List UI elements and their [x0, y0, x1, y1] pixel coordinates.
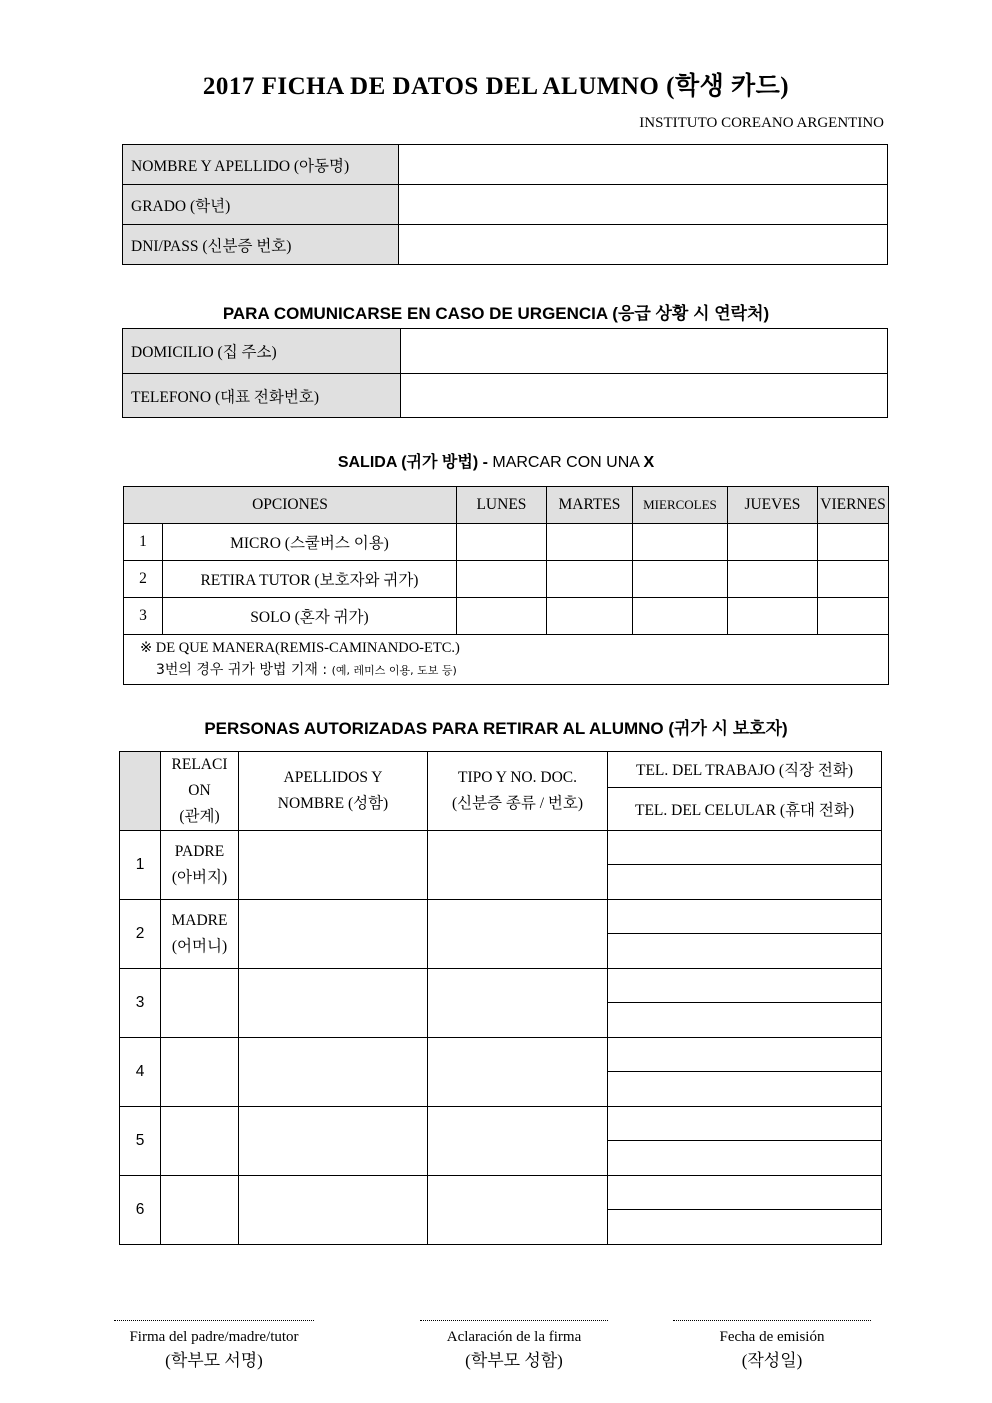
authorized-heading — [0, 714, 992, 739]
exit-heading-normal: MARCAR CON UNA — [492, 454, 644, 471]
exit-cell[interactable] — [456, 524, 546, 561]
relation-header-line: ON — [188, 782, 211, 799]
signature-line[interactable] — [114, 1320, 314, 1321]
dni-label: DNI/PASS (신분증 번호) — [123, 225, 399, 265]
exit-note-small: (예, 레미스 이용, 도보 등) — [331, 664, 457, 677]
relation-text: (어머니) — [171, 938, 228, 955]
auth-name-cell[interactable] — [239, 969, 428, 1038]
exit-cell[interactable] — [817, 598, 888, 635]
signature-line[interactable] — [420, 1320, 608, 1321]
relation-text: PADRE — [174, 843, 225, 860]
exit-cell[interactable] — [727, 598, 817, 635]
day-header: VIERNES — [817, 487, 888, 524]
emergency-table — [122, 328, 888, 418]
day-header: LUNES — [456, 487, 546, 524]
exit-row — [124, 524, 889, 561]
exit-row-label: MICRO (스쿨버스 이용) — [163, 524, 457, 561]
auth-cell-tel-cell[interactable] — [608, 865, 882, 900]
authorized-heading-bold: PERSONAS AUTORIZADAS PARA RETIRAR AL ALUMNO — [204, 719, 664, 738]
auth-work-tel-cell[interactable] — [608, 1107, 882, 1141]
exit-note-line2: 3번의 경우 귀가 방법 기재 : — [156, 662, 332, 678]
authorized-heading-ko: (귀가 시 보호자) — [663, 719, 788, 738]
relation-text: MADRE — [171, 912, 228, 929]
relation-text: (아버지) — [171, 869, 228, 886]
auth-row-num: 6 — [120, 1176, 161, 1245]
grade-field[interactable] — [399, 185, 888, 225]
exit-cell[interactable] — [546, 524, 632, 561]
auth-row-relation[interactable] — [161, 1107, 239, 1176]
auth-cell-tel-cell[interactable] — [608, 1141, 882, 1176]
day-header: MIERCOLES — [632, 487, 727, 524]
auth-cell-tel-cell[interactable] — [608, 934, 882, 969]
exit-heading-bold: SALIDA (귀가 방법) - — [337, 454, 493, 471]
name-header-line: NOMBRE (성함) — [277, 795, 389, 812]
signature-label: Aclaración de la firma — [446, 1329, 582, 1345]
auth-row-relation — [161, 900, 239, 969]
auth-row-relation[interactable] — [161, 969, 239, 1038]
exit-cell[interactable] — [727, 561, 817, 598]
auth-row-relation — [161, 831, 239, 900]
auth-name-cell[interactable] — [239, 831, 428, 900]
exit-cell[interactable] — [456, 598, 546, 635]
grade-label: GRADO (학년) — [123, 185, 399, 225]
auth-cell-tel-cell[interactable] — [608, 1210, 882, 1245]
exit-cell[interactable] — [632, 598, 727, 635]
cell-tel-header: TEL. DEL CELULAR (휴대 전화) — [608, 787, 882, 830]
auth-work-tel-cell[interactable] — [608, 969, 882, 1003]
signature-ko: (학부모 성함) — [465, 1351, 563, 1370]
signature-line[interactable] — [673, 1320, 871, 1321]
auth-row-relation[interactable] — [161, 1176, 239, 1245]
exit-row — [124, 598, 889, 635]
auth-name-cell[interactable] — [239, 1038, 428, 1107]
auth-doc-cell[interactable] — [428, 1038, 608, 1107]
auth-cell-tel-cell[interactable] — [608, 1072, 882, 1107]
relation-header-line: (관계) — [179, 808, 220, 825]
doc-header — [428, 752, 608, 831]
work-tel-header: TEL. DEL TRABAJO (직장 전화) — [608, 752, 882, 788]
exit-cell[interactable] — [546, 598, 632, 635]
name-header-line: APELLIDOS Y — [283, 769, 383, 786]
emergency-heading-ko: (응급 상황 시 연락처) — [607, 304, 770, 323]
signature-ko: (학부모 서명) — [165, 1351, 263, 1370]
exit-heading — [0, 449, 992, 472]
auth-name-cell[interactable] — [239, 1107, 428, 1176]
dni-field[interactable] — [399, 225, 888, 265]
day-header: JUEVES — [727, 487, 817, 524]
signature-block — [420, 1320, 608, 1373]
student-info-table — [122, 144, 888, 265]
day-header: MARTES — [546, 487, 632, 524]
relation-header — [161, 752, 239, 831]
exit-row-label: SOLO (혼자 귀가) — [163, 598, 457, 635]
exit-row-num: 1 — [124, 524, 163, 561]
signature-label: Firma del padre/madre/tutor — [129, 1329, 299, 1345]
exit-note-line2-row — [134, 659, 878, 682]
auth-work-tel-cell[interactable] — [608, 1176, 882, 1210]
name-header — [239, 752, 428, 831]
emergency-heading-bold: PARA COMUNICARSE EN CASO DE URGENCIA — [222, 304, 608, 323]
exit-cell[interactable] — [546, 561, 632, 598]
signature-block — [114, 1320, 314, 1373]
name-label: NOMBRE Y APELLIDO (아동명) — [123, 145, 399, 185]
relation-header-line: RELACI — [171, 756, 228, 773]
emergency-heading — [0, 299, 992, 324]
signature-ko: (작성일) — [741, 1351, 803, 1370]
auth-cell-tel-cell[interactable] — [608, 1003, 882, 1038]
auth-row-num: 5 — [120, 1107, 161, 1176]
exit-note-line1: ※ DE QUE MANERA(REMIS-CAMINANDO-ETC.) — [140, 640, 460, 656]
options-header: OPCIONES — [124, 487, 457, 524]
exit-row-num: 3 — [124, 598, 163, 635]
phone-label: TELEFONO (대표 전화번호) — [123, 374, 401, 418]
auth-row-num: 2 — [120, 900, 161, 969]
auth-work-tel-cell[interactable] — [608, 1038, 882, 1072]
exit-cell[interactable] — [727, 524, 817, 561]
auth-work-tel-cell[interactable] — [608, 831, 882, 865]
exit-cell[interactable] — [456, 561, 546, 598]
signature-label: Fecha de emisión — [719, 1329, 825, 1345]
signature-block — [673, 1320, 871, 1373]
exit-table — [123, 486, 889, 685]
exit-heading-x: X — [643, 454, 655, 471]
exit-cell[interactable] — [632, 561, 727, 598]
auth-num-header — [120, 752, 161, 831]
auth-name-cell[interactable] — [239, 900, 428, 969]
address-field[interactable] — [401, 329, 888, 374]
auth-doc-cell[interactable] — [428, 831, 608, 900]
exit-cell[interactable] — [817, 561, 888, 598]
institute-name: INSTITUTO COREANO ARGENTINO — [639, 115, 884, 131]
authorized-table — [119, 751, 882, 1245]
exit-cell[interactable] — [632, 524, 727, 561]
auth-doc-cell[interactable] — [428, 969, 608, 1038]
exit-row — [124, 561, 889, 598]
auth-work-tel-cell[interactable] — [608, 900, 882, 934]
auth-row-num: 4 — [120, 1038, 161, 1107]
doc-header-line: (신분증 종류 / 번호) — [451, 795, 584, 812]
phone-field[interactable] — [401, 374, 888, 418]
auth-name-cell[interactable] — [239, 1176, 428, 1245]
exit-cell[interactable] — [817, 524, 888, 561]
auth-row-num: 3 — [120, 969, 161, 1038]
auth-doc-cell[interactable] — [428, 900, 608, 969]
page-title: 2017 FICHA DE DATOS DEL ALUMNO (학생 카드) — [202, 73, 790, 100]
name-field[interactable] — [399, 145, 888, 185]
address-label: DOMICILIO (집 주소) — [123, 329, 401, 374]
exit-row-label: RETIRA TUTOR (보호자와 귀가) — [163, 561, 457, 598]
auth-row-num: 1 — [120, 831, 161, 900]
exit-note[interactable] — [124, 635, 889, 685]
exit-row-num: 2 — [124, 561, 163, 598]
auth-doc-cell[interactable] — [428, 1176, 608, 1245]
doc-header-line: TIPO Y NO. DOC. — [458, 769, 577, 786]
auth-row-relation[interactable] — [161, 1038, 239, 1107]
auth-doc-cell[interactable] — [428, 1107, 608, 1176]
